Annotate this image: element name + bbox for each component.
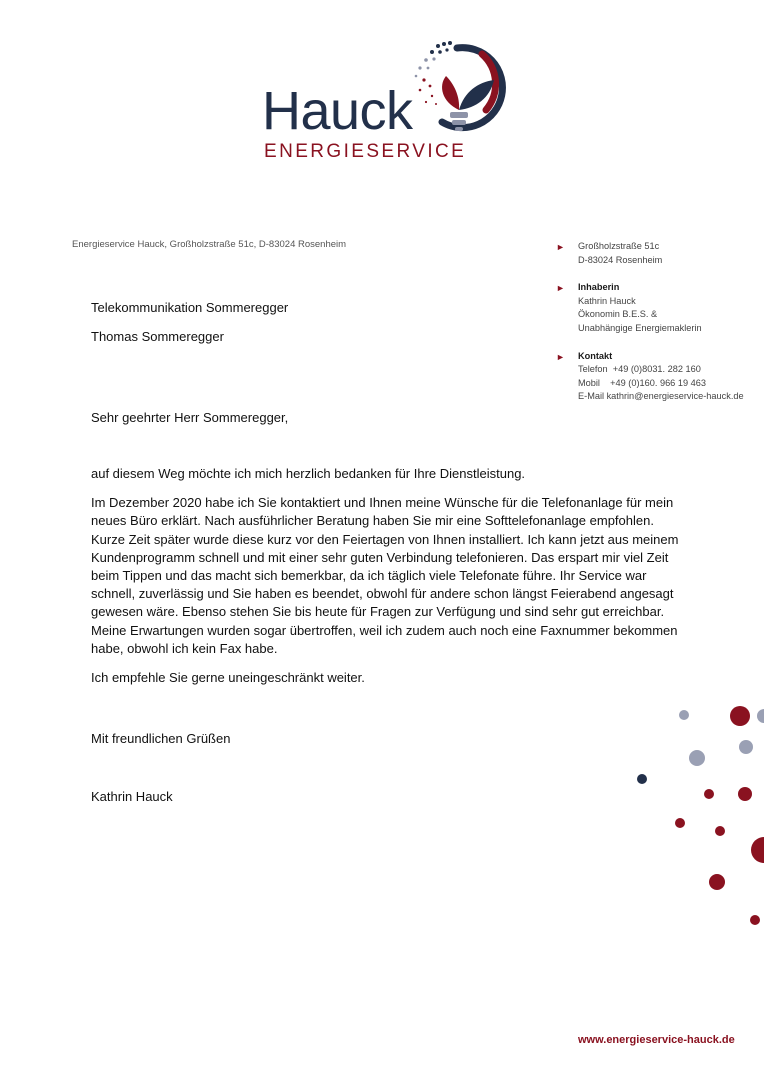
sender-address-line: Energieservice Hauck, Großholzstraße 51c, D-83024 Rosenheim [72, 239, 347, 250]
leaf-bulb-icon [402, 40, 512, 140]
contact-block [556, 350, 756, 404]
logo-wordmark: Hauck [262, 81, 413, 141]
decorative-dots [600, 690, 764, 940]
owner-block [556, 281, 756, 335]
address-block [556, 240, 756, 267]
recipient-block [91, 293, 288, 351]
signature-name: Kathrin Hauck [91, 789, 173, 804]
address-line: Großholzstraße 51c [578, 241, 660, 251]
contact-info-column [556, 240, 756, 418]
phone-line: Telefon +49 (0)8031. 282 160 [578, 364, 701, 375]
email-line: E-Mail kathrin@energieservice-hauck.de [578, 391, 744, 402]
address-line: D-83024 Rosenheim [578, 254, 663, 265]
contact-heading: Kontakt [578, 350, 613, 361]
letter-body [91, 465, 691, 698]
logo-subtitle: ENERGIESERVICE [264, 141, 467, 162]
mobile-line: Mobil +49 (0)160. 966 19 463 [578, 377, 706, 388]
owner-line: Unabhängige Energiemaklerin [578, 322, 702, 333]
closing-phrase: Mit freundlichen Grüßen [91, 731, 231, 746]
owner-line: Ökonomin B.E.S. & [578, 309, 658, 320]
company-logo [262, 40, 512, 170]
body-paragraph: Im Dezember 2020 habe ich Sie kontaktiert und Ihnen meine Wünsche für die Telefonanlage für mein neues Büro erklärt. Nach ausführlicher Beratung haben Sie mir eine Softtelefonanlage empfohlen. Kurze Zeit später wurde diese kurz vor den Feiertagen von Ihnen installiert. Ich kann jetzt aus meinem Kundenprogramm schnell und mit einer sehr guten Verbindung telefonieren. Das erspart mir viel Zeit beim Tippen und das macht sich bemerkbar, da ich täglich viele Telefonate führe. Ihr Service war schnell, zuverlässig und Sie haben es beendet, obwohl für andere schon längst Feierabend angesagt gewesen wäre. Ebenso stehen Sie bis heute für Fragen zur Verfügung und sind sehr gut erreichbar. Meine Erwartungen wurden sogar übertroffen, weil ich zudem auch noch eine Faxnummer bekommen habe, obwohl ich kein Fax habe. [91, 495, 679, 656]
arrow-right-icon: ► [556, 242, 565, 252]
body-paragraph: auf diesem Weg möchte ich mich herzlich bedanken für Ihre Dienstleistung. [91, 466, 526, 481]
owner-heading: Inhaberin [578, 282, 620, 293]
owner-line: Kathrin Hauck [578, 295, 636, 306]
salutation: Sehr geehrter Herr Sommeregger, [91, 410, 289, 425]
footer-website-link[interactable]: www.energieservice-hauck.de [578, 1034, 735, 1046]
body-paragraph: Ich empfehle Sie gerne uneingeschränkt weiter. [91, 670, 365, 686]
arrow-right-icon: ► [556, 283, 565, 294]
recipient-company: Telekommunikation Sommeregger [91, 300, 289, 315]
recipient-person: Thomas Sommeregger [91, 329, 224, 344]
arrow-right-icon: ► [556, 351, 565, 362]
